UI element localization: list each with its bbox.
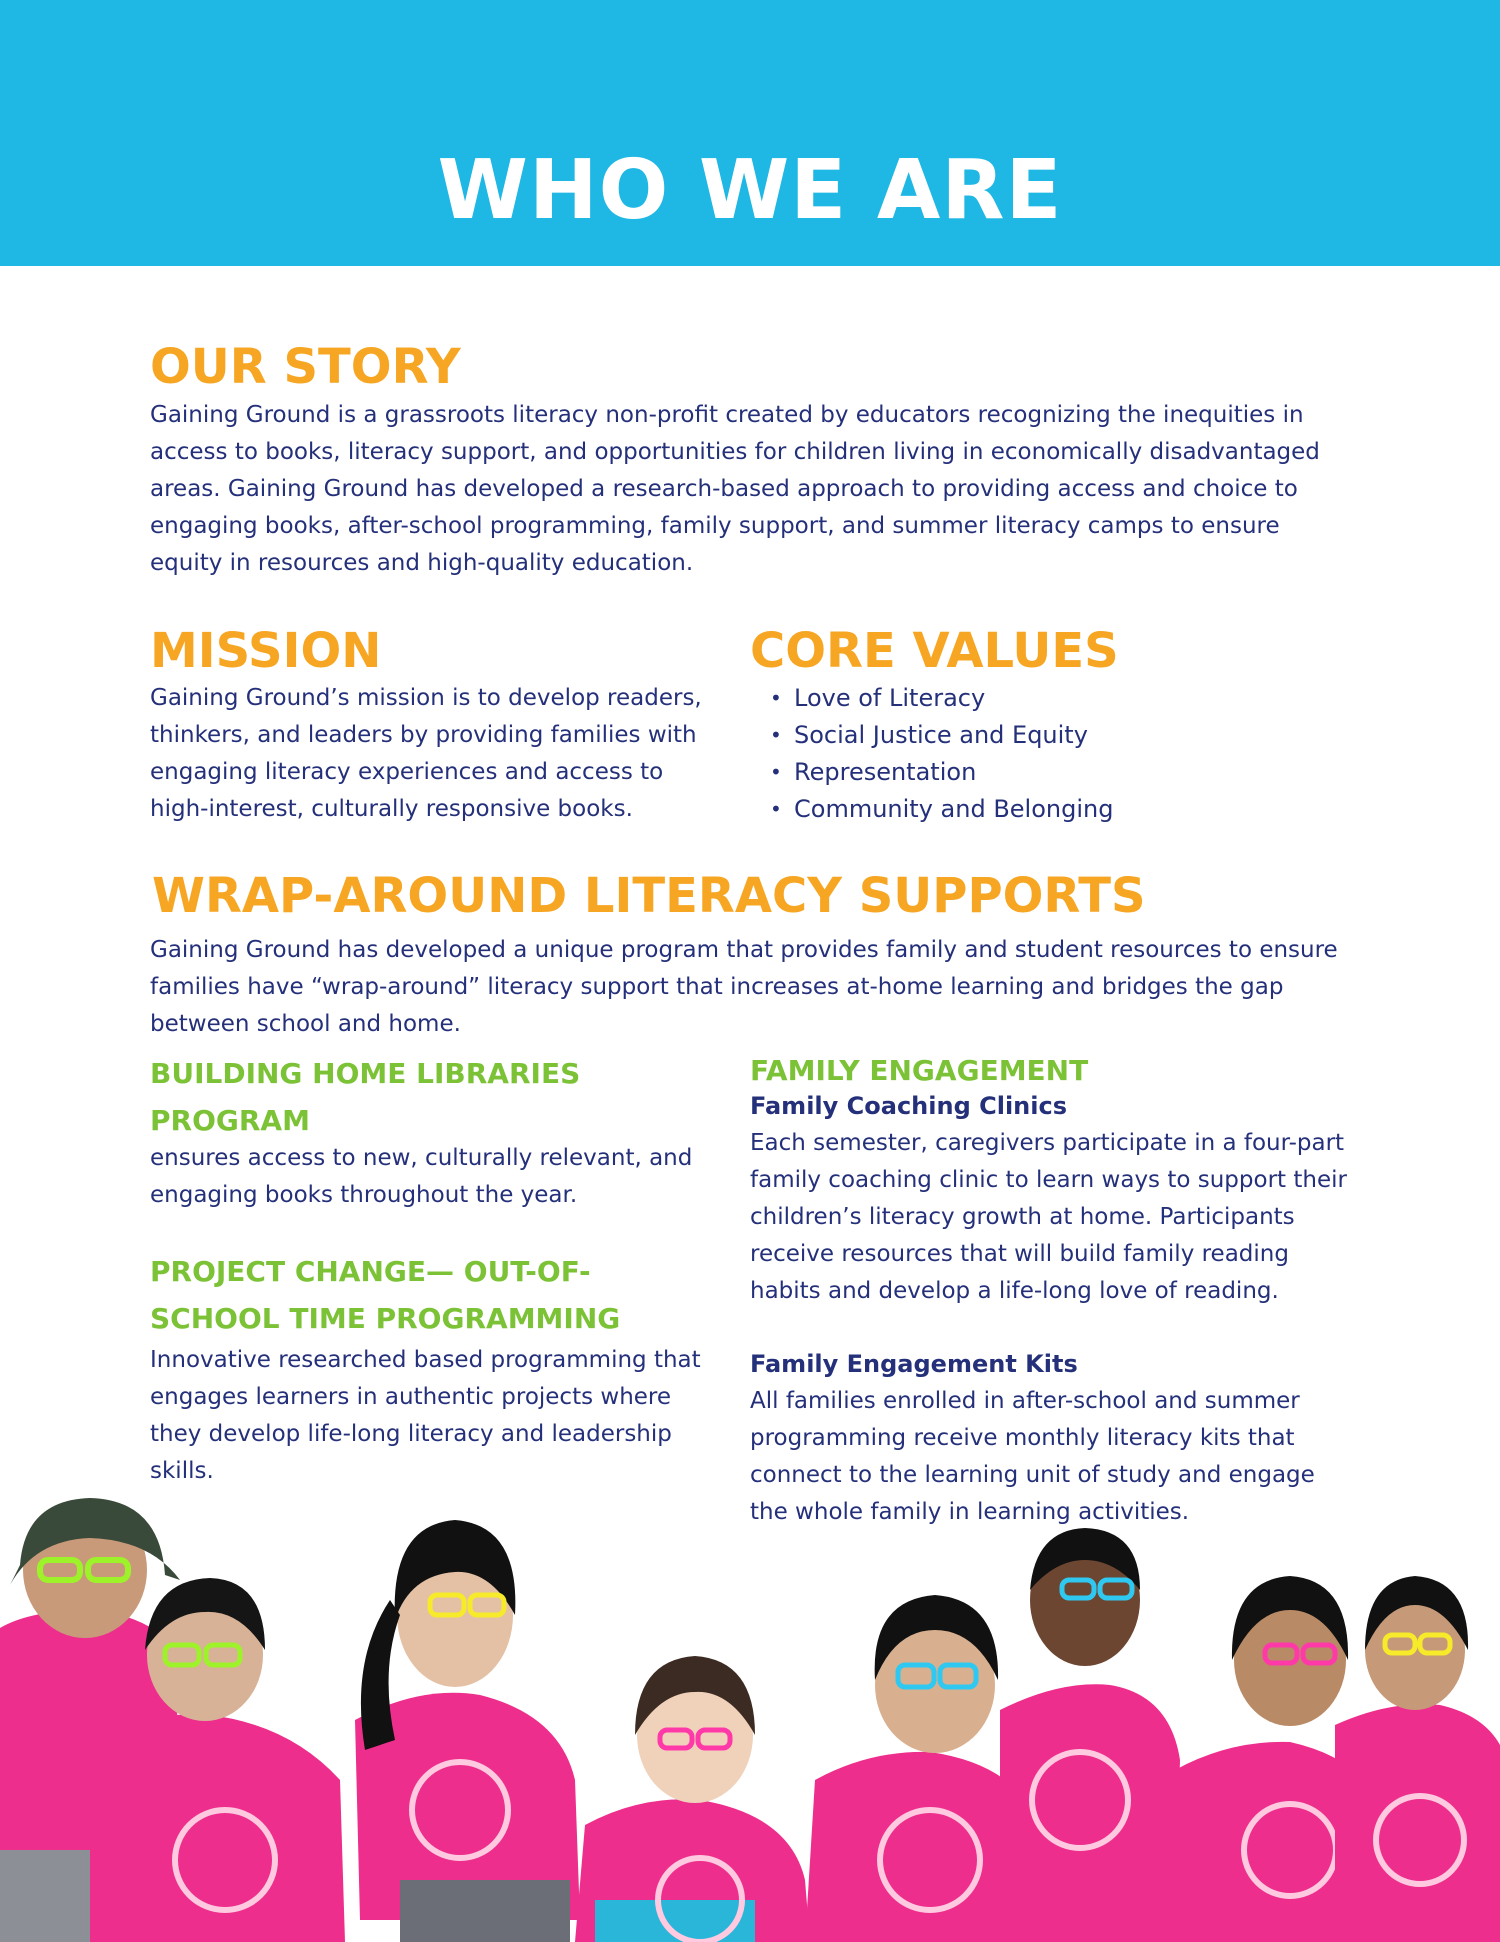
child-figure	[1335, 1576, 1500, 1942]
wrap-around-text: Gaining Ground has developed a unique program that provides family and student resources to ensure families have “wrap-around” literacy support that increases at-home learning and bridges the gap between school and home.	[150, 937, 1338, 1037]
mission-text: Gaining Ground’s mission is to develop readers, thinkers, and leaders by providing families with engaging literacy experiences and access to high-interest, culturally responsive books.	[150, 685, 702, 822]
family-coaching-clinics-text: Each semester, caregivers participate in a four-part family coaching clinic to learn ways to support their children’s literacy growth at home. Participants receive resources that will build family reading habits and develop a life-long love of reading.	[750, 1130, 1347, 1304]
children-photo	[0, 1480, 1500, 1942]
home-libraries-heading: BUILDING HOME LIBRARIES PROGRAM	[150, 1057, 581, 1137]
mission-heading: MISSION	[150, 623, 382, 679]
header-banner	[0, 0, 1500, 266]
core-values-heading: CORE VALUES	[750, 623, 1119, 679]
child-figure	[355, 1520, 580, 1942]
core-value-item: • Social Justice and Equity	[768, 717, 1368, 754]
core-value-item: • Love of Literacy	[768, 680, 1368, 717]
family-coaching-clinics-title: Family Coaching Clinics	[750, 1092, 1067, 1120]
child-figure	[575, 1656, 810, 1942]
home-libraries-text: ensures access to new, culturally relevant, and engaging books throughout the year.	[150, 1145, 693, 1208]
project-change-text: Innovative researched based programming that engages learners in authentic projects where they develop life-long literacy and leadership skills.	[150, 1347, 701, 1484]
wrap-around-heading: WRAP-AROUND LITERACY SUPPORTS	[152, 868, 1146, 924]
core-value-item: • Community and Belonging	[768, 791, 1368, 828]
project-change-heading: PROJECT CHANGE— OUT-OF-SCHOOL TIME PROGRAMMING	[150, 1255, 621, 1335]
family-engagement-kits-text: All families enrolled in after-school and summer programming receive monthly literacy kits that connect to the learning unit of study and engage the whole family in learning activities.	[750, 1388, 1315, 1525]
page-title: WHO WE ARE	[437, 143, 1063, 238]
child-figure	[1000, 1528, 1180, 1942]
core-values-list	[768, 680, 1368, 828]
our-story-text: Gaining Ground is a grassroots literacy non-profit created by educators recognizing the inequities in access to books, literacy support, and opportunities for children living in economically disadvantaged areas. Gaining Ground has developed a research-based approach to providing access and choice to engaging books, after-school programming, family support, and summer literacy camps to ensure equity in resources and high-quality education.	[150, 402, 1320, 576]
family-engagement-kits-title: Family Engagement Kits	[750, 1350, 1078, 1378]
core-value-item: • Representation	[768, 754, 1368, 791]
family-engagement-heading: FAMILY ENGAGEMENT	[750, 1054, 1089, 1087]
our-story-heading: OUR STORY	[150, 339, 461, 395]
